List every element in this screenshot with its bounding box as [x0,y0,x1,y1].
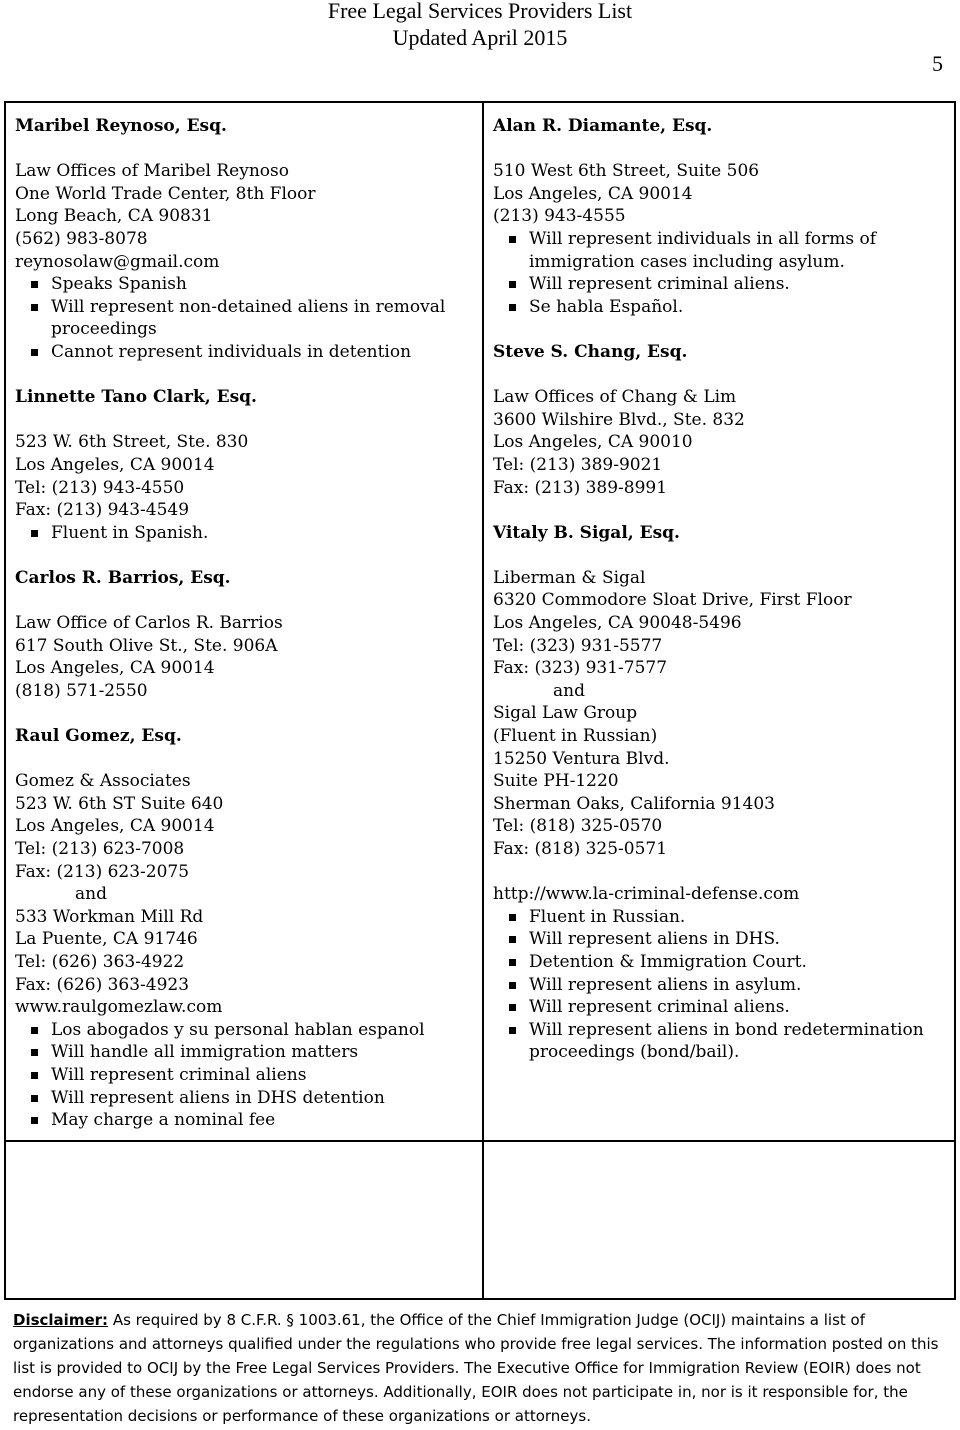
disclaimer [13,1308,948,1428]
square-bullet-icon [509,1004,516,1011]
right-column-content [484,103,954,1064]
empty-cell-right [483,1141,955,1299]
provider-note [493,273,954,296]
provider-entry [493,115,954,318]
square-bullet-icon [509,281,516,288]
provider-note-text: Will represent criminal aliens. [529,997,790,1018]
provider-entry [15,115,482,364]
provider-entry [493,341,954,499]
providers-table [4,101,956,1300]
provider-note [15,522,482,545]
provider-note [493,951,954,974]
provider-entry [15,386,482,544]
provider-note [15,1041,482,1064]
provider-note [493,296,954,319]
provider-note [15,1019,482,1042]
provider-notes-list [15,273,482,363]
disclaimer-label: Disclaimer: [13,1311,109,1329]
provider-note-text: Will represent aliens in bond redetermination proceedings (bond/bail). [529,1019,924,1063]
provider-notes-list [493,906,954,1064]
empty-row [5,1141,955,1299]
provider-detail-line: Fax: (213) 623-2075 [15,861,190,882]
provider-detail-line: Fax: (213) 389-8991 [493,477,668,498]
provider-detail-line: Sherman Oaks, California 91403 [493,793,775,814]
provider-note [15,1064,482,1087]
provider-detail-line: 3600 Wilshire Blvd., Ste. 832 [493,409,745,430]
left-column-content [6,103,482,1132]
provider-detail-line: Los Angeles, CA 90048-5496 [493,613,742,634]
provider-note [493,1019,954,1064]
provider-detail-line: (213) 943-4555 [493,206,626,227]
provider-note [493,974,954,997]
provider-name: Linnette Tano Clark, Esq. [15,387,257,408]
square-bullet-icon [509,236,516,243]
provider-note-text: Speaks Spanish [51,274,187,295]
provider-name: Steve S. Chang, Esq. [493,341,688,362]
provider-detail-line: Tel: (626) 363-4922 [15,951,185,972]
empty-cell-left [5,1141,483,1299]
provider-note [15,341,482,364]
provider-detail-line: (818) 571-2550 [15,680,148,701]
provider-note-text: Will represent criminal aliens [51,1064,307,1085]
provider-name: Maribel Reynoso, Esq. [15,116,227,136]
square-bullet-icon [31,349,38,356]
square-bullet-icon [509,914,516,921]
provider-detail-line: 6320 Commodore Sloat Drive, First Floor [493,590,852,611]
provider-detail-line: Liberman & Sigal [493,567,646,588]
provider-note [493,928,954,951]
provider-note-text: Se habla Español. [529,296,684,317]
provider-detail-line: Los Angeles, CA 90014 [15,658,215,679]
provider-detail-line: Tel: (213) 623-7008 [15,839,185,859]
provider-note [493,996,954,1019]
provider-detail-line: La Puente, CA 91746 [15,929,198,950]
provider-note-text: Will handle all immigration matters [51,1042,359,1063]
document-title: Free Legal Services Providers List [327,0,633,23]
provider-note-text: Will represent aliens in DHS. [529,929,780,950]
provider-detail-line: reynosolaw@gmail.com [15,251,220,272]
provider-name: Vitaly B. Sigal, Esq. [493,522,680,543]
provider-name: Alan R. Diamante, Esq. [493,116,713,136]
square-bullet-icon [509,982,516,989]
square-bullet-icon [31,1027,38,1034]
provider-detail-line: Tel: (818) 325-0570 [493,816,663,837]
page-number: 5 [932,51,943,76]
provider-note-text: Fluent in Spanish. [51,522,209,543]
provider-detail-line: Los Angeles, CA 90014 [493,183,693,204]
square-bullet-icon [31,1072,38,1079]
provider-detail-line: Law Offices of Chang & Lim [493,387,737,408]
square-bullet-icon [31,304,38,311]
provider-entry [15,567,482,703]
provider-detail-line: Law Offices of Maribel Reynoso [15,161,289,182]
provider-detail-line: Gomez & Associates [15,771,191,792]
updated-date: Updated April 2015 [392,25,568,50]
provider-detail-line: Fax: (626) 363-4923 [15,974,190,995]
provider-note [493,906,954,929]
provider-detail-line: Fax: (323) 931-7577 [493,658,668,679]
providers-row [5,102,955,1141]
provider-notes-list [493,228,954,318]
provider-detail-line: Fax: (818) 325-0571 [493,839,668,859]
provider-note-text: Will represent criminal aliens. [529,274,790,295]
provider-name: Carlos R. Barrios, Esq. [15,567,231,588]
provider-detail-line: Long Beach, CA 90831 [15,206,213,227]
provider-detail-line: Law Office of Carlos R. Barrios [15,613,283,634]
provider-name: Raul Gomez, Esq. [15,726,182,747]
left-column [5,102,483,1141]
provider-detail-line: Suite PH-1220 [493,771,619,792]
square-bullet-icon [31,1095,38,1102]
provider-note-text: Will represent non-detained aliens in removal proceedings [51,296,446,340]
provider-note [15,273,482,296]
right-column [483,102,955,1141]
provider-note-text: Will represent individuals in all forms of immigration cases including asylum. [529,228,877,272]
provider-detail-line: www.raulgomezlaw.com [15,997,223,1018]
provider-detail-line: and [553,680,585,701]
provider-notes-list [15,522,482,545]
provider-detail-line: Tel: (213) 943-4550 [15,477,185,498]
square-bullet-icon [509,936,516,943]
provider-detail-line: Los Angeles, CA 90010 [493,432,693,453]
provider-note-text: Will represent aliens in DHS detention [51,1087,385,1108]
provider-detail-line: Los Angeles, CA 90014 [15,816,215,837]
square-bullet-icon [509,959,516,966]
provider-detail-line: Fax: (213) 943-4549 [15,500,190,521]
provider-detail-line: Tel: (323) 931-5577 [493,635,663,656]
square-bullet-icon [31,1049,38,1056]
provider-note-text: Detention & Immigration Court. [529,951,807,972]
square-bullet-icon [509,1027,516,1034]
provider-note-text: May charge a nominal fee [51,1110,276,1131]
provider-detail-line: 533 Workman Mill Rd [15,906,204,927]
provider-note-text: Will represent aliens in asylum. [529,974,802,995]
provider-detail-line: One World Trade Center, 8th Floor [15,183,316,204]
provider-detail-line: 617 South Olive St., Ste. 906A [15,635,278,656]
provider-entry [15,725,482,1132]
provider-note-text: Los abogados y su personal hablan espanol [51,1019,425,1040]
provider-detail-line: http://www.la-criminal-defense.com [493,884,800,905]
square-bullet-icon [31,1117,38,1124]
provider-detail-line: 523 W. 6th Street, Ste. 830 [15,432,249,453]
provider-detail-line: (Fluent in Russian) [493,726,658,747]
provider-detail-line [493,861,954,884]
provider-note [15,296,482,341]
provider-detail-line: (562) 983-8078 [15,228,148,249]
provider-detail-line: and [75,884,107,905]
square-bullet-icon [509,304,516,311]
provider-note [15,1087,482,1110]
provider-detail-line: 510 West 6th Street, Suite 506 [493,161,760,182]
provider-detail-line: 523 W. 6th ST Suite 640 [15,793,224,814]
provider-note-text: Cannot represent individuals in detention [51,341,412,362]
provider-entry [493,522,954,1064]
square-bullet-icon [31,281,38,288]
provider-detail-line: 15250 Ventura Blvd. [493,748,670,769]
provider-note [493,228,954,273]
provider-notes-list [15,1019,482,1132]
provider-detail-line: Los Angeles, CA 90014 [15,454,215,475]
square-bullet-icon [31,530,38,537]
provider-detail-line: Sigal Law Group [493,703,638,724]
disclaimer-text: As required by 8 C.F.R. § 1003.61, the Office of the Chief Immigration Judge (OCIJ) maintains a list of organizations and attorneys qualified under the regulations who provide free legal services. The information posted on this list is provided to OCIJ by the Free Legal Services Providers. The Executive Office for Immigration Review (EOIR) does not endorse any of these organizations or attorneys. Additionally, EOIR does not participate in, nor is it responsible for, the representation decisions or performance of these organizations or attorneys. [13,1311,939,1425]
provider-detail-line: Tel: (213) 389-9021 [493,454,663,475]
provider-note-text: Fluent in Russian. [529,906,686,927]
provider-note [15,1109,482,1132]
